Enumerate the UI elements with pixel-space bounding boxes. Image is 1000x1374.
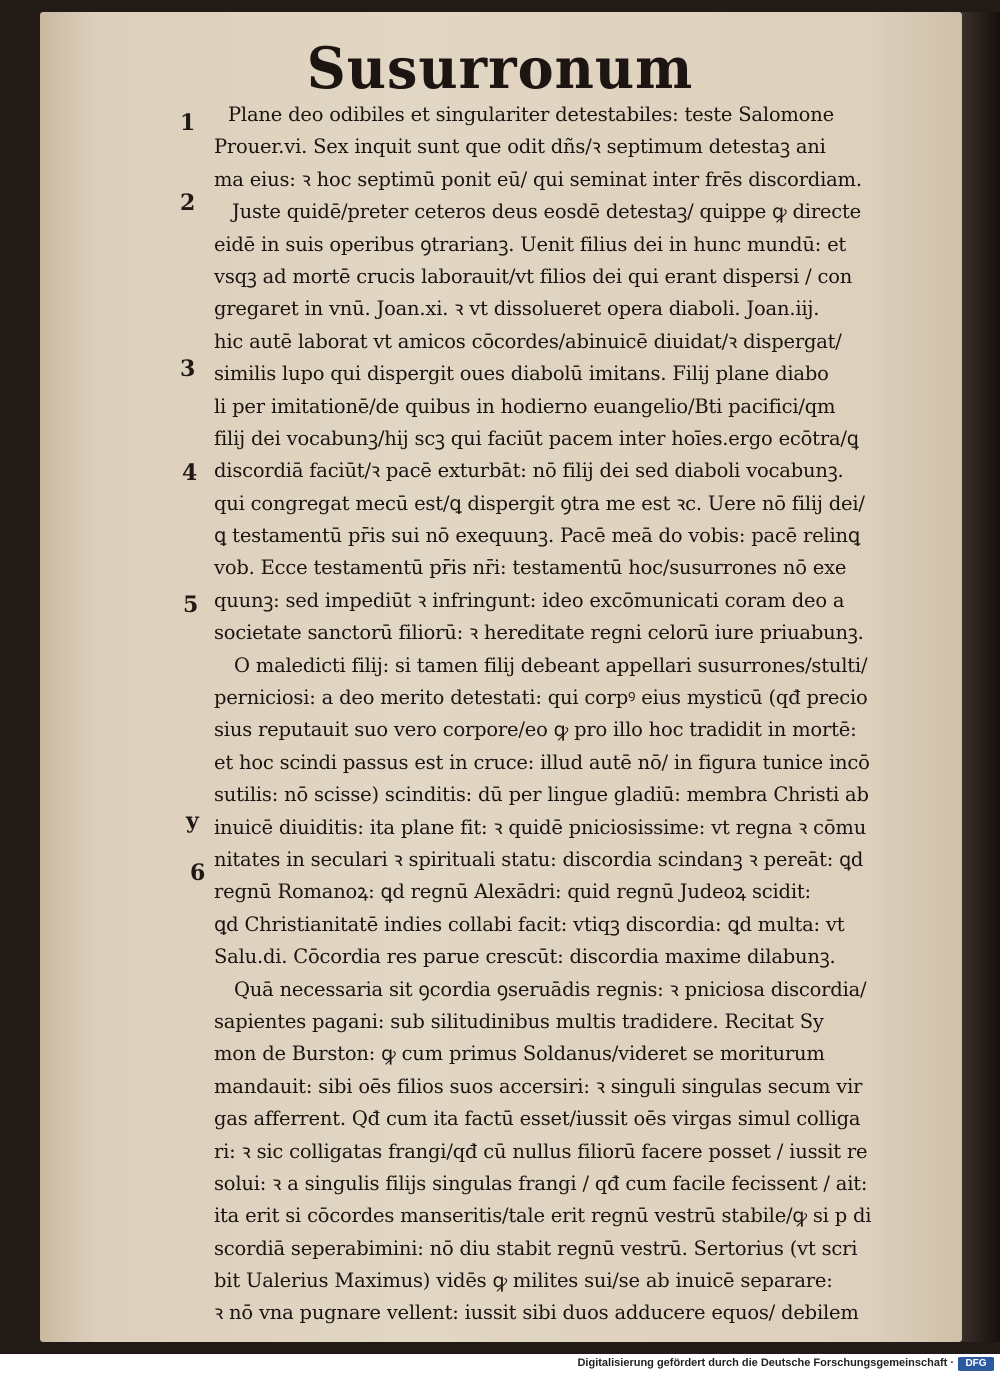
text-line: gas afferrent. Qđ cum ita factū esset/iussit oēs virgas simul colliga — [214, 1107, 861, 1131]
text-line: ꝗ testamentū pr̄is sui nō exequunꝫ. Pacē meā do vobis: pacē relinꝗ — [214, 524, 861, 548]
text-line: et hoc scindi passus est in cruce: illud autē nō/ in figura tunice incō — [214, 750, 870, 774]
text-line: inuicē diuiditis: ita plane fit: ꝛ quidē pniciosissime: vt regna ꝛ cōmu — [214, 815, 867, 839]
dfg-logo: DFG — [958, 1357, 994, 1371]
text-line: li per imitationē/de quibus in hodierno euangelio/Bti pacifici/qm — [214, 394, 836, 418]
text-line: sius reputauit suo vero corpore/eo ꝙ pro illo hoc tradidit in mortē: — [214, 718, 857, 742]
text-line: hic autē laborat vt amicos cōcordes/abinuicē diuidat/ꝛ dispergat/ — [214, 329, 842, 353]
marginal-number: y — [186, 808, 199, 834]
text-line: filij dei vocabunꝫ/hij scꝫ qui faciūt pacem inter hoīes.ergo ecōtra/ꝗ — [214, 426, 859, 450]
text-line: Juste quidē/preter ceteros deus eosdē detestaꝫ/ quippe ꝙ directe — [232, 200, 861, 224]
text-line: regnū Romanoꝝ: ꝗd regnū Alexādri: quid regnū Judeoꝝ scidit: — [214, 880, 811, 904]
marginal-number: 3 — [180, 356, 196, 382]
text-line: sapientes pagani: sub silitudinibus multis tradidere. Recitat Sy — [214, 1009, 824, 1033]
text-line: bit Ualerius Maximus) vidēs ꝙ milites sui/se ab inuicē separare: — [214, 1269, 833, 1293]
marginal-number: 1 — [180, 110, 196, 136]
text-line: mon de Burston: ꝙ cum primus Soldanus/videret se moriturum — [214, 1042, 825, 1066]
text-line: discordiā faciūt/ꝛ pacē exturbāt: nō filij dei sed diaboli vocabunꝫ. — [214, 459, 844, 483]
text-line: Quā necessaria sit ꝯcordia ꝯseruādis regnis: ꝛ pniciosa discordia/ — [234, 977, 867, 1001]
page-edge-shadow — [962, 12, 1000, 1342]
text-line: societate sanctorū filiorū: ꝛ hereditate regni celorū iure priuabunꝫ. — [214, 621, 864, 645]
text-line: ri: ꝛ sic colligatas frangi/qđ cū nullus filiorū facere posset / iussit re — [214, 1139, 868, 1163]
text-line: gregaret in vnū. Joan.xi. ꝛ vt dissolueret opera diaboli. Joan.iij. — [214, 297, 820, 321]
text-line: ꝛ nō vna pugnare vellent: iussit sibi duos adducere equos/ debilem — [214, 1301, 859, 1325]
text-line: vob. Ecce testamentū pr̄is nr̄i: testamentū hoc/susurrones nō exe — [214, 556, 847, 580]
text-line: eidē in suis operibus ꝯtrarianꝫ. Uenit filius dei in hunc mundū: et — [214, 232, 847, 256]
marginal-number: 2 — [180, 190, 196, 216]
running-head: Susurronum — [306, 34, 694, 102]
text-line: mandauit: sibi oēs filios suos accersiri: ꝛ singuli singulas secum vir — [214, 1074, 863, 1098]
text-line: perniciosi: a deo merito detestati: qui corpꝰ eius mysticū (qđ precio — [214, 686, 868, 710]
marginal-number: 6 — [190, 860, 206, 886]
text-line: ꝗd Christianitatē indies collabi facit: vtiqꝫ discordia: ꝗd multa: vt — [214, 912, 845, 936]
digitization-credit: Digitalisierung gefördert durch die Deutsche Forschungsgemeinschaft · — [577, 1357, 954, 1369]
marginal-number: 4 — [182, 460, 198, 486]
text-line: qui congregat mecū est/ꝗ dispergit ꝯtra me est ꝛc. Uere nō filij dei/ — [214, 491, 865, 515]
text-line: Plane deo odibiles et singulariter detestabiles: teste Salomone — [228, 103, 834, 126]
text-line: vsqꝫ ad mortē crucis laborauit/vt filios dei qui erant dispersi / con — [214, 264, 853, 288]
text-line: quunꝫ: sed impediūt ꝛ infringunt: ideo excōmunicati coram deo a — [214, 588, 845, 612]
text-line: scordiā seperabimini: nō diu stabit regnū vestrū. Sertorius (vt scri — [214, 1236, 858, 1260]
text-line: solui: ꝛ a singulis filijs singulas frangi / qđ cum facile fecissent / ait: — [214, 1171, 868, 1195]
body-text — [176, 99, 936, 1330]
text-line: nitates in seculari ꝛ spirituali statu: discordia scindanꝫ ꝛ pereāt: ꝗd — [214, 847, 864, 871]
text-line: ma eius: ꝛ hoc septimū ponit eū/ qui seminat inter frēs discordiam. — [214, 167, 862, 191]
text-line: similis lupo qui dispergit oues diabolū imitans. Filij plane diabo — [214, 362, 829, 386]
text-line: ita erit si cōcordes manseritis/tale erit regnū vestrū stabile/ꝙ si p di — [214, 1204, 872, 1228]
text-line: sutilis: nō scisse) scinditis: dū per lingue gladiū: membra Christi ab — [214, 783, 869, 807]
text-line: Salu.di. Cōcordia res parue crescūt: discordia maxime dilabunꝫ. — [214, 945, 836, 969]
text-line: O maledicti filij: si tamen filij debeant appellari susurrones/stulti/ — [234, 653, 868, 677]
marginal-number: 5 — [183, 592, 199, 618]
text-line: Prouer.vi. Sex inquit sunt que odit dñs/ꝛ septimum detestaꝫ ani — [214, 135, 826, 159]
